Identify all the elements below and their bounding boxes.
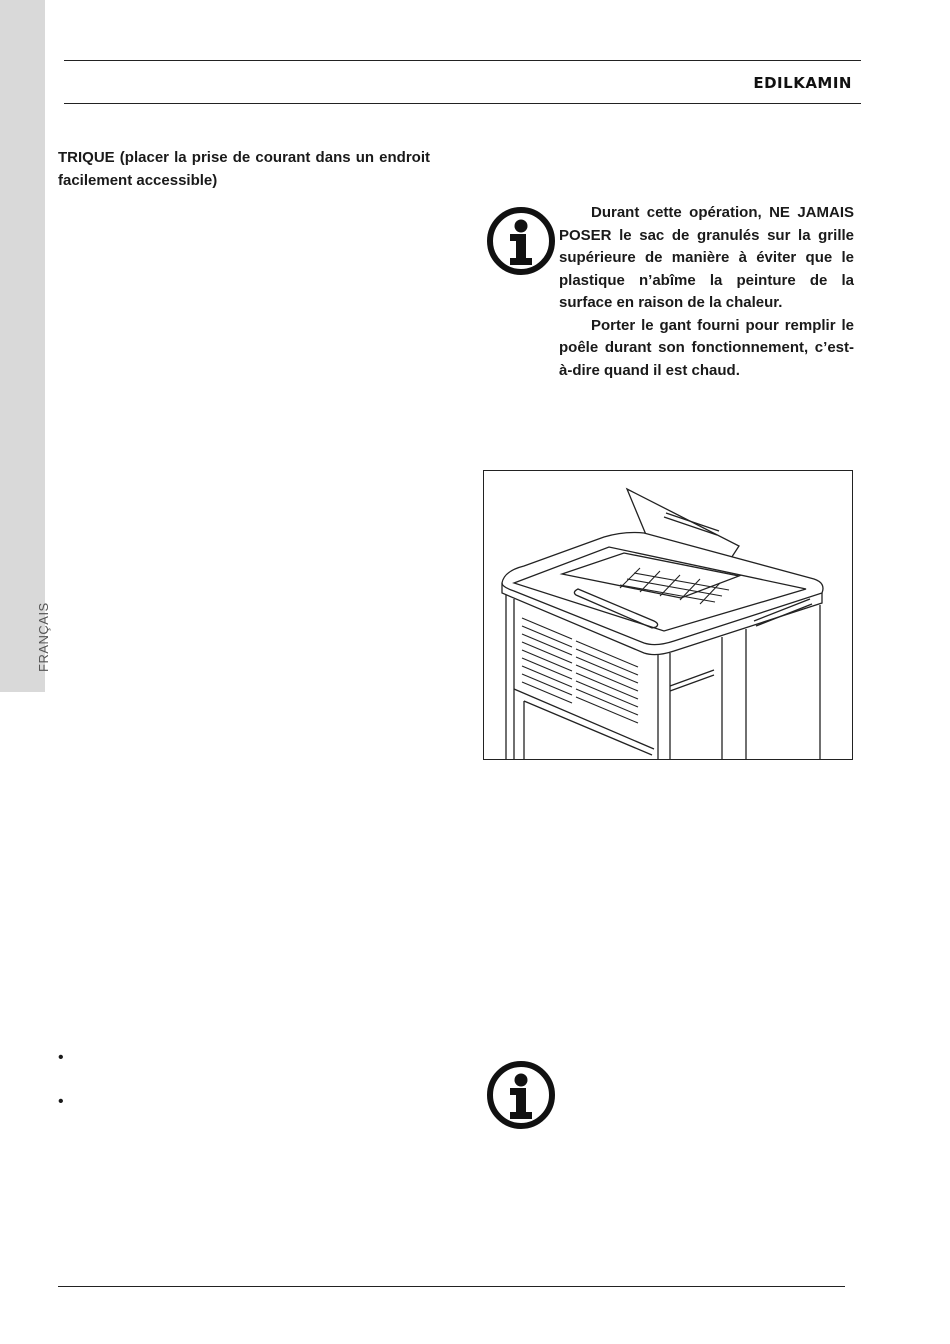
info-icon (486, 1060, 556, 1130)
language-label: FRANÇAIS (36, 602, 51, 672)
safety-note-paragraph-1: Durant cette opération, NE JAMAIS POSER le sac de granulés sur la grille supérieure de manière à éviter que le plastique n’abîme la peinture de la surface en raison de la chaleur. (559, 204, 854, 311)
safety-note-paragraph-2: Porter le gant fourni pour remplir le poêle durant son fonctionnement, c’est-à-dire quand il est chaud. (559, 316, 854, 379)
footer-rule (58, 1286, 845, 1287)
stove-illustration (483, 470, 853, 760)
info-icon (486, 206, 556, 276)
list-bullet: • (58, 1093, 64, 1110)
brand-logo: EDILKAMIN (753, 74, 852, 92)
header-bottom-rule (64, 103, 861, 104)
language-side-tab (0, 0, 45, 692)
safety-note (559, 202, 854, 382)
list-bullet: • (58, 1049, 64, 1066)
electrical-instruction-text: TRIQUE (placer la prise de courant dans un endroit facilement accessible) (58, 149, 430, 189)
header-top-rule (64, 60, 861, 61)
